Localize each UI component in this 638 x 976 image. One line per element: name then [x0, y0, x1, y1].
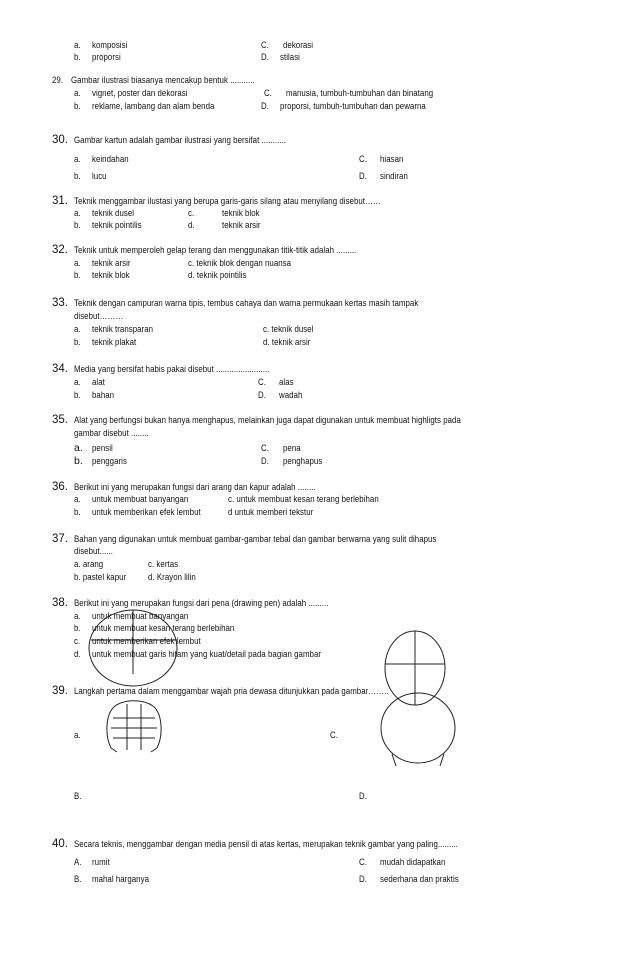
option-c-label: C.: [258, 377, 266, 388]
option-c-text: c. teknik dusel: [263, 324, 314, 335]
option-c-text: c. untuk membuat kesan terang berlebihan: [228, 494, 379, 505]
option-b-label: b.: [74, 101, 81, 112]
face-grid-figure: [103, 700, 165, 754]
option-c-text: c. kertas: [148, 559, 179, 570]
option-d-label: d.: [74, 649, 81, 660]
option-c-label: c.: [74, 636, 81, 647]
option-c-text: pena: [283, 443, 301, 454]
option-c-text: teknik blok: [222, 208, 260, 219]
question-34-text: Media yang bersifat habis pakai disebut ........................: [74, 364, 270, 375]
option-b-text: untuk membuat kesan terang berlebihan: [92, 623, 235, 634]
option-a-text: pensil: [92, 443, 113, 454]
question-38-text: Berikut ini yang merupakan fungsi dari pena (drawing pen) adalah .........: [74, 598, 329, 609]
question-40-text: Secara teknis, menggambar dengan media pensil di atas kertas, merupakan teknik gambar yang paling.........: [74, 839, 458, 850]
option-a-label: A.: [74, 857, 82, 868]
option-c-text: mudah didapatkan: [380, 857, 446, 868]
question-31-number: 31.: [52, 195, 68, 207]
option-c-text: alas: [279, 377, 294, 388]
question-32-number: 32.: [52, 244, 68, 256]
option-b-label: b.: [74, 623, 81, 634]
question-33-text-line2: disebut………: [74, 311, 124, 322]
question-40-number: 40.: [52, 838, 68, 850]
option-b-label: b.: [74, 52, 81, 63]
option-d-label: D.: [261, 456, 269, 467]
option-a-text: keindahan: [92, 154, 129, 165]
question-33-text: Teknik dengan campuran warna tipis, tembus cahaya dan warna permukaan kertas masih tampak: [74, 298, 419, 309]
option-c-label: C.: [359, 857, 367, 868]
option-d-text: d. teknik arsir: [263, 337, 311, 348]
face-circle-figure: [378, 691, 458, 769]
option-d-text: wadah: [279, 390, 303, 401]
question-33-number: 33.: [52, 297, 68, 309]
question-38-number: 38.: [52, 597, 68, 609]
option-a-text: untuk membuat banyangan: [92, 494, 189, 505]
question-36-text: Berikut ini yang merupakan fungsi dari arang dan kapur adalah ........: [74, 482, 316, 493]
option-c-label: C.: [261, 443, 269, 454]
question-30-text: Gambar kartun adalah gambar ilustrasi yang bersifat ...........: [74, 135, 287, 146]
option-a-label: a.: [74, 377, 81, 388]
option-a-label: a.: [74, 208, 81, 219]
option-a-text: a. arang: [74, 559, 104, 570]
option-d-label: D.: [261, 101, 269, 112]
option-b-text: penggaris: [92, 456, 127, 467]
option-d-text: sindiran: [380, 171, 408, 182]
option-b-text: teknik plakat: [92, 337, 137, 348]
question-29-text: Gambar ilustrasi biasanya mencakup bentuk ...........: [71, 75, 255, 86]
option-d-text: d. Krayon lilin: [148, 572, 196, 583]
option-b-text: reklame, lambang dan alam benda: [92, 101, 215, 112]
option-d-text: proporsi, tumbuh-tumbuhan dan pewarna: [280, 101, 426, 112]
option-b-text: teknik blok: [92, 270, 130, 281]
option-a-text: komposisi: [92, 40, 128, 51]
option-c-label: C.: [264, 88, 272, 99]
option-d-label: D.: [359, 171, 367, 182]
option-d-text: d untuk memberi tekstur: [228, 507, 314, 518]
option-d-label: d.: [188, 220, 195, 231]
option-c-text: untuk memberikan efek lembut: [92, 636, 201, 647]
face-circle-cross-figure: [86, 604, 180, 676]
option-a-label: a.: [74, 442, 83, 454]
option-d-text: untuk membuat garis hitam yang kuat/detail pada bagian gambar: [92, 649, 322, 660]
option-a-label: a.: [74, 154, 81, 165]
option-a-text: vignet, poster dan dekorasi: [92, 88, 188, 99]
option-b-label: b.: [74, 337, 81, 348]
question-29-number: 29.: [52, 75, 64, 86]
option-d-text: sederhana dan praktis: [380, 874, 459, 885]
option-d-label: D.: [359, 791, 367, 802]
question-37-text-line2: disebut......: [74, 546, 114, 557]
option-a-label: a.: [74, 324, 81, 335]
option-a-text: teknik dusel: [92, 208, 135, 219]
option-b-text: bahan: [92, 390, 115, 401]
option-b-text: mahal harganya: [92, 874, 150, 885]
option-c-label: C.: [261, 40, 269, 51]
option-b-label: b.: [74, 220, 81, 231]
option-b-label: b.: [74, 171, 81, 182]
option-d-text: penghapus: [283, 456, 323, 467]
option-c-text: c. teknik blok dengan nuansa: [188, 258, 292, 269]
option-d-label: D.: [258, 390, 266, 401]
option-b-label: B.: [74, 791, 82, 802]
question-31-text: Teknik menggambar ilustasi yang berupa garis-garis silang atau menyilang disebut……: [74, 196, 381, 207]
question-35-number: 35.: [52, 414, 68, 426]
question-35-text: Alat yang berfungsi bukan hanya menghapus, melainkan juga dapat digunakan untuk membuat highligts pada: [74, 415, 461, 426]
question-32-text: Teknik untuk memperoleh gelap terang dan menggunakan titik-titik adalah .........: [74, 245, 357, 256]
option-a-label: a.: [74, 611, 81, 622]
option-a-text: alat: [92, 377, 105, 388]
option-b-label: b.: [74, 455, 83, 467]
question-39-text: Langkah pertama dalam menggambar wajah pria dewasa ditunjukkan pada gambar……..: [74, 686, 389, 697]
option-b-label: b.: [74, 390, 81, 401]
option-b-label: B.: [74, 874, 82, 885]
option-b-label: b.: [74, 507, 81, 518]
option-b-text: proporsi: [92, 52, 121, 63]
option-d-text: teknik arsir: [222, 220, 261, 231]
option-c-label: C.: [359, 154, 367, 165]
option-c-text: hiasan: [380, 154, 404, 165]
option-b-text: lucu: [92, 171, 107, 182]
option-b-text: teknik pointilis: [92, 220, 142, 231]
option-c-label: C.: [330, 730, 338, 741]
option-a-text: rumit: [92, 857, 110, 868]
option-c-label: c.: [188, 208, 195, 219]
question-30-number: 30.: [52, 134, 68, 146]
question-35-text-line2: gambar disebut ........: [74, 428, 149, 439]
question-39-number: 39.: [52, 685, 68, 697]
option-d-label: D.: [261, 52, 269, 63]
option-a-label: a.: [74, 494, 81, 505]
question-34-number: 34.: [52, 363, 68, 375]
option-d-label: D.: [359, 874, 367, 885]
question-37-number: 37.: [52, 533, 68, 545]
option-a-label: a.: [74, 88, 81, 99]
option-a-label: a.: [74, 258, 81, 269]
question-36-number: 36.: [52, 481, 68, 493]
option-b-label: b.: [74, 270, 81, 281]
option-a-text: teknik transparan: [92, 324, 154, 335]
option-a-label: a.: [74, 40, 81, 51]
option-d-text: stilasi: [280, 52, 300, 63]
option-c-text: manusia, tumbuh-tumbuhan dan binatang: [286, 88, 434, 99]
option-a-text: untuk membuat banyangan: [92, 611, 189, 622]
option-a-label: a.: [74, 730, 81, 741]
question-37-text: Bahan yang digunakan untuk membuat gambar-gambar tebal dan gambar berwarna yang sulit dihapus: [74, 534, 437, 545]
option-b-text: b. pastel kapur: [74, 572, 127, 583]
option-c-text: dekorasi: [283, 40, 314, 51]
option-a-text: teknik arsir: [92, 258, 131, 269]
option-d-text: d. teknik pointilis: [188, 270, 247, 281]
option-b-text: untuk memberikan efek lembut: [92, 507, 201, 518]
